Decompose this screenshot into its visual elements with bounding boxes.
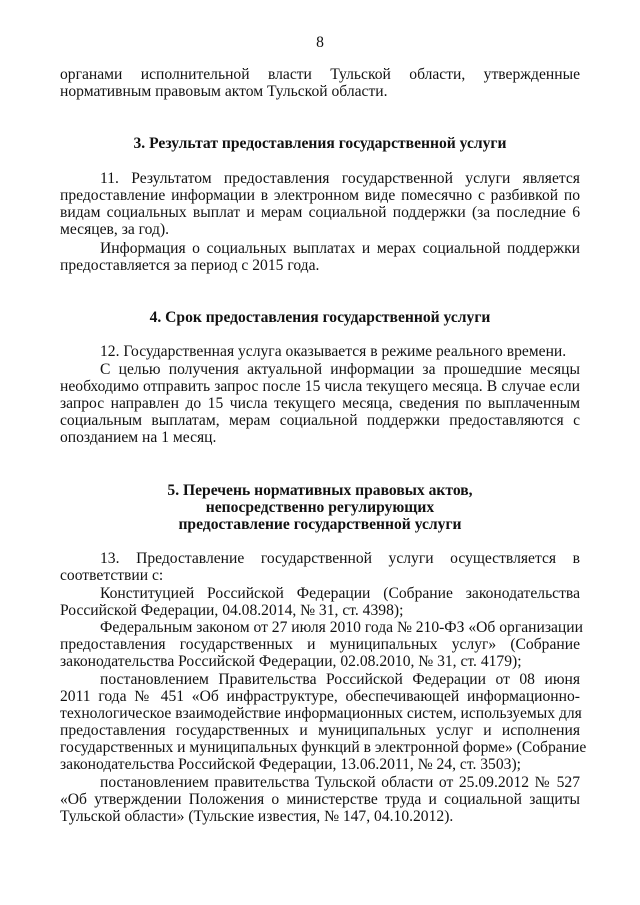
text-line: предоставления государственных и муниципальных услуг и исполнения <box>60 722 580 739</box>
text-line: 12. Государственная услуга оказывается в режиме реального времени. <box>100 343 567 360</box>
text-line: предоставляется за период с 2015 года. <box>60 257 320 274</box>
paragraph-12-timing <box>60 361 580 446</box>
text-line: «Об утверждении Положения о министерстве труда и социальной защиты <box>60 791 580 808</box>
text-line: постановлением Правительства Российской Федерации от 08 июня <box>100 671 580 688</box>
section-4-heading: 4. Срок предоставления государственной услуги <box>149 309 491 326</box>
text-line: Российской Федерации, 04.08.2014, № 31, ст. 4398); <box>60 602 404 619</box>
text-line: нормативным правовым актом Тульской области. <box>60 83 388 100</box>
paragraph-11 <box>60 170 580 238</box>
text-line: С целью получения актуальной информации за прошедшие месяцы <box>100 361 580 378</box>
text-line: запрос направлен до 15 числа текущего месяца, сведения по выплаченным <box>60 395 580 412</box>
text-line: государственных и муниципальных функций в электронной форме» (Собрание <box>60 739 587 756</box>
paragraph-11-info <box>60 240 580 274</box>
text-line: технологическое взаимодействие информационных систем, используемых для <box>60 705 582 722</box>
text-line: законодательства Российской Федерации, 13.06.2011, № 24, ст. 3503); <box>60 756 521 773</box>
text-line: необходимо отправить запрос после 15 числа текущего месяца. В случае если <box>60 378 580 395</box>
legal-act-federal-law <box>60 619 583 670</box>
page-number: 8 <box>316 34 324 51</box>
text-line: законодательства Российской Федерации, 02.08.2010, № 31, ст. 4179); <box>60 653 522 670</box>
section-5-heading <box>60 482 580 533</box>
legal-act-tula-decree <box>60 774 580 825</box>
text-line: Тульской области» (Тульские известия, № 147, 04.10.2012). <box>60 808 454 825</box>
heading-line: 5. Перечень нормативных правовых актов, <box>167 482 473 499</box>
text-line: 11. Результатом предоставления государственной услуги является <box>100 170 580 187</box>
text-line: предоставление информации в электронном виде помесячно с разбивкой по <box>60 187 580 204</box>
paragraph-12 <box>60 343 580 360</box>
text-line: Информация о социальных выплатах и мерах социальной поддержки <box>100 240 580 257</box>
text-line: опозданием на 1 месяц. <box>60 429 217 446</box>
intro-paragraph <box>60 66 580 100</box>
legal-act-government-decree <box>60 671 587 773</box>
paragraph-13 <box>60 550 580 584</box>
text-line: Конституцией Российской Федерации (Собрание законодательства <box>100 585 580 602</box>
text-line: месяцев, за год). <box>60 221 170 238</box>
legal-act-constitution <box>60 585 580 619</box>
text-line: 2011 года № 451 «Об инфраструктуре, обеспечивающей информационно- <box>60 688 580 705</box>
heading-line: непосредственно регулирующих <box>205 499 435 516</box>
heading-line: предоставление государственной услуги <box>178 516 462 533</box>
text-line: видам социальных выплат и мерам социальной поддержки (за последние 6 <box>60 204 580 221</box>
text-line: органами исполнительной власти Тульской области, утвержденные <box>60 66 580 83</box>
text-line: предоставления государственных и муниципальных услуг» (Собрание <box>60 636 580 653</box>
text-line: постановлением правительства Тульской области от 25.09.2012 № 527 <box>100 774 580 791</box>
section-3-heading: 3. Результат предоставления государственной услуги <box>133 135 507 152</box>
text-line: Федеральным законом от 27 июля 2010 года № 210-ФЗ «Об организации <box>100 619 583 636</box>
text-line: 13. Предоставление государственной услуги осуществляется в <box>100 550 580 567</box>
text-line: социальным выплатам, мерам социальной поддержки предоставляются с <box>60 412 580 429</box>
text-line: соответствии с: <box>60 567 164 584</box>
